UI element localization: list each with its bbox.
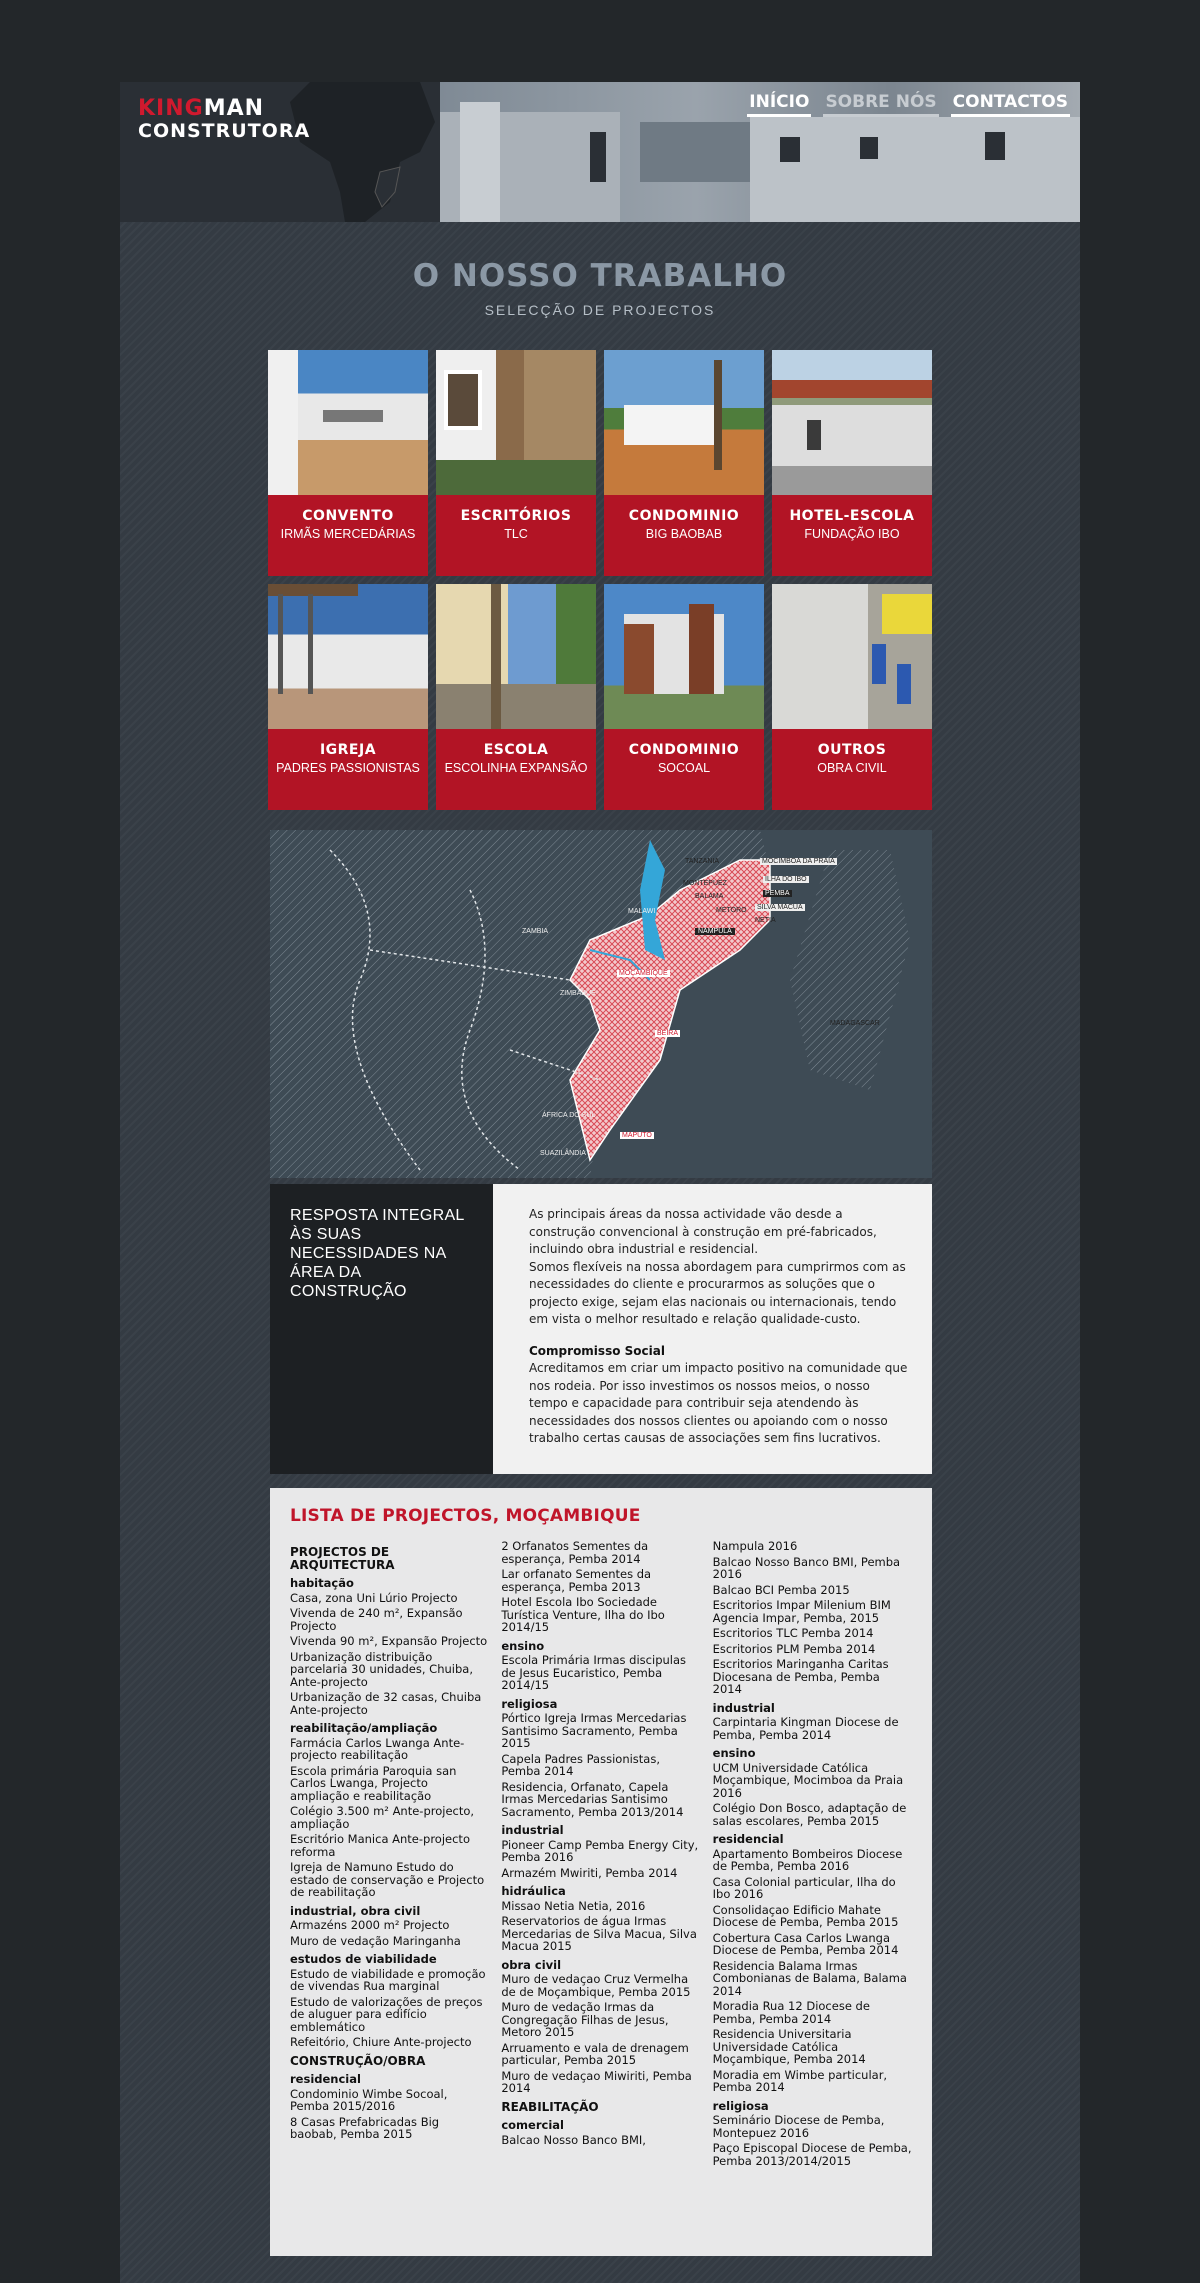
map-label-malawi: MALAWI: [628, 908, 656, 915]
project-list-item: Balcao BCI Pemba 2015: [712, 1582, 850, 1597]
project-list-item: Estudo de valorizações de preços de aluguer para edifício emblemático: [290, 1994, 483, 2034]
list-subcategory-heading: ensino: [712, 1746, 756, 1760]
map-label-balama: BALAMA: [695, 893, 724, 900]
project-list-item: Colégio Don Bosco, adaptação de salas escolares, Pemba 2015: [712, 1801, 907, 1828]
list-category-heading: CONSTRUÇÃO/OBRA: [290, 2053, 426, 2068]
project-card-socoal[interactable]: [604, 584, 764, 810]
project-title: IGREJA: [319, 742, 377, 758]
project-list-item: Igreja de Namuno Estudo do estado de conservação e Projecto de reabilitação: [290, 1860, 485, 1899]
project-list-item: Carpintaria Kingman Diocese de Pemba, Pemba 2014: [712, 1715, 899, 1742]
project-list-item: Muro de vedação Irmas da Congregação Filhas de Jesus, Metoro 2015: [501, 2000, 669, 2039]
section-subtitle: SELECÇÃO DE PROJECTOS: [484, 302, 716, 318]
project-card-escritorios[interactable]: [436, 350, 596, 576]
projects-grid: [268, 350, 932, 810]
project-list-item: Urbanização distribuição parcelaria 30 unidades, Chuiba, Ante-projecto: [290, 1649, 473, 1689]
social-title: Compromisso Social: [529, 1343, 665, 1358]
project-subtitle: FUNDAÇÃO IBO: [804, 527, 900, 541]
project-list-item: Balcao Nosso Banco BMI,: [501, 2132, 646, 2147]
list-subcategory-heading: obra civil: [501, 1957, 562, 1972]
map-label-africa-do-sul: ÁFRICA DO SUL: [542, 1112, 596, 1119]
project-list-item: Condominio Wimbe Socoal, Pemba 2015/2016: [290, 2086, 448, 2113]
project-list-item: 2 Orfanatos Sementes da esperança, Pemba 2014: [501, 1539, 649, 1566]
project-list-item: Nampula 2016: [712, 1539, 798, 1553]
list-subcategory-heading: ensino: [501, 1638, 545, 1653]
project-title: CONDOMINIO: [628, 742, 740, 758]
project-photo: [772, 350, 932, 495]
about-content: [493, 1184, 932, 1474]
mozambique-map: [270, 830, 932, 1178]
section-title: O NOSSO TRABALHO: [412, 258, 788, 294]
nav-sobre-nos[interactable]: SOBRE NÓS: [823, 92, 938, 117]
project-photo: [604, 350, 764, 495]
map-label-zambia: ZAMBIA: [522, 928, 549, 935]
project-list-item: Residencia Balama Irmas Combonianas de Balama, Balama 2014: [712, 1958, 907, 1998]
project-list-item: Residencia, Orfanato, Capela Irmas Mercedarias Santisimo Sacramento, Pemba 2013/2014: [501, 1779, 684, 1819]
project-card-obra-civil[interactable]: [772, 584, 932, 810]
list-subcategory-heading: religiosa: [712, 2098, 769, 2113]
project-subtitle: IRMÃS MERCEDÁRIAS: [280, 527, 416, 541]
project-list-item: Escola Primária Irmas discipulas de Jesus Eucaristico, Pemba 2014/15: [501, 1653, 687, 1692]
logo-man: MAN: [203, 96, 265, 121]
list-subcategory-heading: hidráulica: [501, 1884, 566, 1898]
list-column-3: [713, 1540, 912, 2170]
list-subcategory-heading: religiosa: [501, 1696, 558, 1711]
map-label-maputo: MAPUTO: [622, 1132, 652, 1139]
project-list-item: Moradia em Wimbe particular, Pemba 2014: [712, 2067, 888, 2094]
projects-list: [270, 1488, 932, 2256]
list-category-heading: REABILITAÇÃO: [501, 2099, 599, 2114]
project-photo: [604, 584, 764, 729]
map-label-netia: NETIA: [755, 917, 776, 924]
project-list-item: 8 Casas Prefabricadas Big baobab, Pemba 2015: [290, 2114, 440, 2141]
project-title: CONVENTO: [302, 508, 394, 524]
project-list-item: Casa, zona Uni Lúrio Projecto: [290, 1590, 458, 1605]
map-label-silva-macua: SILVA MACUA: [757, 904, 803, 911]
social-text: Acreditamos em criar um impacto positivo na comunidade que nos rodeia. Por isso investimos os nossos meios, o nosso tempo e capacidade para contribuir seja atendendo às necessidades dos nossos clientes ou apoiando com o nosso trabalho certas causas de associações sem fins lucrativos.: [529, 1361, 908, 1445]
project-list-item: Apartamento Bombeiros Diocese de Pemba, Pemba 2016: [712, 1846, 903, 1873]
main-nav: [747, 92, 1070, 117]
list-subcategory-heading: estudos de viabilidade: [290, 1952, 437, 1966]
project-list-item: Escritorios Impar Milenium BIM Agencia Impar, Pemba, 2015: [712, 1598, 891, 1625]
project-list-item: Muro de vedação Maringanha: [290, 1933, 461, 1948]
logo-subtitle: CONSTRUTORA: [138, 120, 311, 142]
about-heading: RESPOSTA INTEGRAL ÀS SUAS NECESSIDADES NA ÁREA DA CONSTRUÇÃO: [270, 1184, 493, 1474]
project-list-item: Escritorios Maringanha Caritas Diocesana de Pemba, Pemba 2014: [712, 1657, 889, 1696]
project-list-item: Escritorios TLC Pemba 2014: [712, 1626, 874, 1640]
project-list-item: Lar orfanato Sementes da esperança, Pemba 2013: [501, 1567, 652, 1594]
project-list-item: UCM Universidade Católica Moçambique, Mocimboa da Praia 2016: [712, 1760, 904, 1800]
project-title: CONDOMINIO: [628, 508, 740, 524]
project-card-hotel-escola[interactable]: [772, 350, 932, 576]
map-label-madagascar: MADAGASCAR: [830, 1020, 880, 1027]
about-paragraph-2: Somos flexíveis na nossa abordagem para cumprirmos com as necessidades do cliente e procurarmos as soluções que o projecto exige, sejam elas nacionais ou internacionais, tendo em vista o melhor resultado e relação qualidade-custo.: [529, 1259, 906, 1326]
list-column-2: [501, 1540, 700, 2170]
project-list-item: Muro de vedaçao Miwiriti, Pemba 2014: [501, 2068, 692, 2095]
list-subcategory-heading: industrial: [712, 1700, 775, 1715]
project-list-item: Escola primária Paroquia san Carlos Lwanga, Projecto ampliação e reabilitação: [290, 1763, 457, 1803]
project-list-item: Estudo de viabilidade e promoção de vivendas Rua marginal: [290, 1966, 486, 1993]
project-list-item: Muro de vedaçao Cruz Vermelha de de Moçambique, Pemba 2015: [501, 1972, 691, 1999]
list-subcategory-heading: industrial, obra civil: [290, 1903, 421, 1918]
project-photo: [268, 350, 428, 495]
project-list-item: Vivenda de 240 m², Expansão Projecto: [290, 1606, 463, 1633]
project-card-convento[interactable]: [268, 350, 428, 576]
project-list-item: Escritório Manica Ante-projecto reforma: [290, 1832, 470, 1859]
project-list-item: Moradia Rua 12 Diocese de Pemba, Pemba 2014: [712, 1999, 870, 2026]
list-subcategory-heading: reabilitação/ampliação: [290, 1721, 438, 1735]
project-subtitle: BIG BAOBAB: [645, 527, 723, 541]
project-title: OUTROS: [817, 742, 887, 758]
project-list-item: Vivenda 90 m², Expansão Projecto: [290, 1634, 488, 1648]
map-label-pemba: PEMBA: [765, 890, 790, 897]
project-list-item: Cobertura Casa Carlos Lwanga Diocese de Pemba, Pemba 2014: [712, 1930, 899, 1957]
list-title: LISTA DE PROJECTOS, MOÇAMBIQUE: [290, 1506, 641, 1526]
project-list-item: Refeitório, Chiure Ante-projecto: [290, 2035, 472, 2049]
map-graphic: [270, 830, 932, 1178]
project-list-item: Urbanização de 32 casas, Chuiba Ante-projecto: [290, 1690, 482, 1717]
list-category-heading: PROJECTOS DE ARQUITECTURA: [290, 1545, 395, 1572]
list-subcategory-heading: habitação: [290, 1576, 354, 1590]
project-photo: [268, 584, 428, 729]
about-block: [270, 1184, 932, 1474]
project-title: ESCOLA: [483, 742, 549, 758]
project-subtitle: ESCOLINHA EXPANSÃO: [444, 761, 588, 775]
project-photo: [436, 350, 596, 495]
map-label-mocimboa: MOCIMBOA DA PRAIA: [762, 858, 835, 865]
list-column-1: [290, 1540, 489, 2170]
project-title: HOTEL-ESCOLA: [789, 508, 915, 524]
project-card-igreja[interactable]: [268, 584, 428, 810]
logo-king: KING: [138, 96, 204, 121]
about-paragraph-1: As principais áreas da nossa actividade vão desde a construção convencional à construção em pré-fabricados, incluindo obra industrial e residencial.: [529, 1207, 877, 1256]
project-subtitle: SOCOAL: [657, 761, 711, 775]
project-list-item: Armazéns 2000 m² Projecto: [290, 1918, 450, 1932]
project-list-item: Capela Padres Passionistas, Pemba 2014: [501, 1751, 660, 1778]
map-label-mocambique: MOÇAMBIQUE: [619, 970, 668, 977]
project-list-item: Paço Episcopal Diocese de Pemba, Pemba 2013/2014/2015: [712, 2141, 912, 2168]
project-list-item: Residencia Universitaria Universidade Católica Moçambique, Pemba 2014: [712, 2027, 866, 2066]
list-subcategory-heading: residencial: [712, 1832, 784, 1846]
project-list-item: Hotel Escola Ibo Sociedade Turística Venture, Ilha do Ibo 2014/15: [501, 1595, 665, 1634]
list-subcategory-heading: industrial: [501, 1823, 564, 1837]
project-card-escola[interactable]: [436, 584, 596, 810]
project-list-item: Arruamento e vala de drenagem particular, Pemba 2015: [501, 2040, 689, 2067]
project-list-item: Farmácia Carlos Lwanga Ante-projecto reabilitação: [290, 1735, 465, 1762]
project-list-item: Pioneer Camp Pemba Energy City, Pemba 2016: [501, 1837, 699, 1864]
map-label-ibo: ILHA DO IBO: [765, 876, 807, 883]
project-list-item: Colégio 3.500 m² Ante-projecto, ampliação: [290, 1804, 475, 1831]
project-subtitle: TLC: [504, 527, 528, 541]
project-list-item: Escritorios PLM Pemba 2014: [712, 1641, 876, 1656]
map-label-montepuez: MONTEPUEZ: [683, 880, 727, 887]
map-label-beira: BEIRA: [657, 1030, 679, 1037]
project-list-item: Casa Colonial particular, Ilha do Ibo 2016: [712, 1874, 896, 1901]
list-subcategory-heading: comercial: [501, 2118, 564, 2132]
map-label-suazilandia: SUAZILÂNDIA: [540, 1150, 586, 1157]
nav-contactos[interactable]: CONTACTOS: [951, 92, 1070, 117]
project-list-item: Missao Netia Netia, 2016: [501, 1898, 646, 1913]
madagascar-shape: [790, 850, 910, 1090]
project-subtitle: OBRA CIVIL: [817, 761, 887, 775]
project-title: ESCRITÓRIOS: [460, 508, 572, 524]
map-label-zimbabue: ZIMBABUE: [560, 990, 596, 997]
project-card-big-baobab[interactable]: [604, 350, 764, 576]
logo[interactable]: [138, 98, 310, 142]
project-list-item: Consolidaçao Edificio Mahate Diocese de Pemba, Pemba 2015: [712, 1902, 899, 1929]
project-subtitle: PADRES PASSIONISTAS: [276, 761, 420, 775]
nav-inicio[interactable]: INÍCIO: [747, 92, 811, 117]
site-header: [120, 82, 1080, 222]
project-photo: [436, 584, 596, 729]
list-subcategory-heading: residencial: [290, 2072, 361, 2086]
page-container: [120, 82, 1080, 2283]
project-list-item: Seminário Diocese de Pemba, Montepuez 2016: [712, 2113, 885, 2140]
project-list-item: Armazém Mwiriti, Pemba 2014: [501, 1865, 678, 1880]
map-label-tanzania: TANZANIA: [685, 858, 720, 865]
project-list-item: Reservatorios de água Irmas Mercedarias de Silva Macua, Silva Macua 2015: [501, 1914, 697, 1953]
map-label-nampula: NAMPULA: [695, 928, 735, 935]
project-list-item: Balcao Nosso Banco BMI, Pemba 2016: [712, 1554, 901, 1581]
project-list-item: Pórtico Igreja Irmas Mercedarias Santisimo Sacramento, Pemba 2015: [501, 1711, 687, 1750]
project-photo: [772, 584, 932, 729]
map-label-metoro: METORO: [716, 907, 747, 914]
